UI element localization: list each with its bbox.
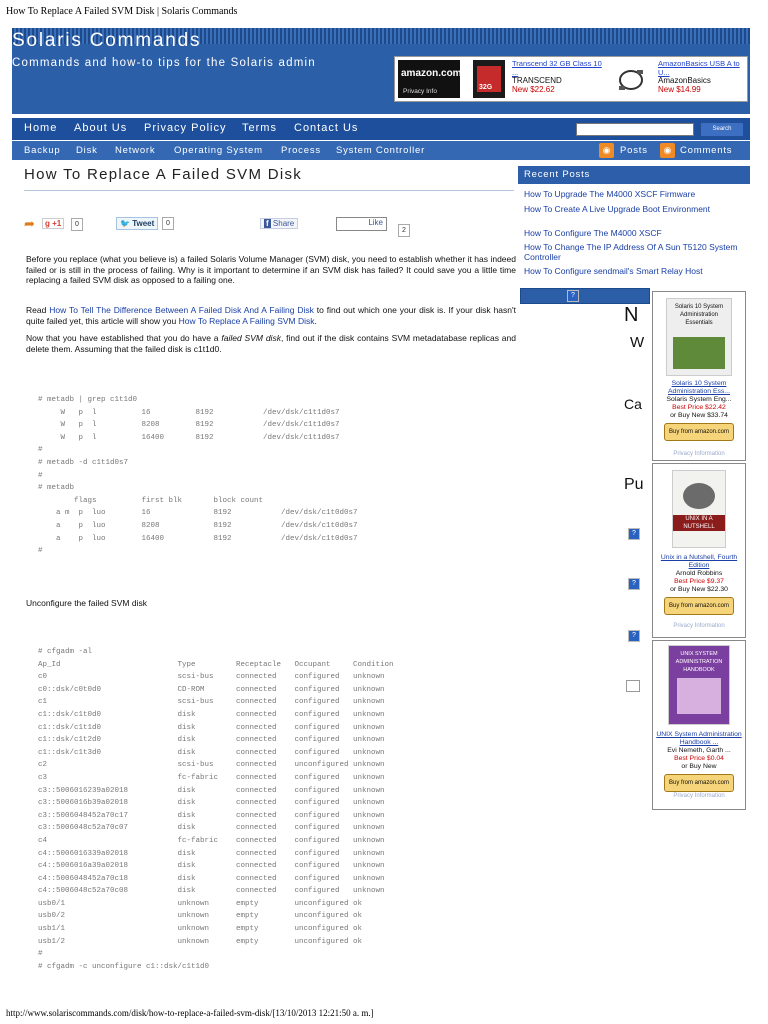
buy-from-amazon-button[interactable]: Buy from amazon.com	[664, 774, 734, 792]
partial-widget-text: Ca	[624, 396, 642, 412]
primary-nav	[12, 118, 750, 140]
recent-post-link[interactable]: How To Change The IP Address Of A Sun T5120 System Controller	[524, 242, 738, 262]
read-end: .	[314, 315, 317, 326]
cover-title: UNIX SYSTEM ADMINISTRATION HANDBOOK	[675, 651, 723, 673]
tweet-count: 0	[162, 217, 174, 230]
recent-post-link[interactable]: How To Configure sendmail's Smart Relay Host	[524, 266, 703, 276]
ad-product-link-2[interactable]: AmazonBasics USB A to U...	[658, 59, 740, 77]
recent-post-link[interactable]: How To Upgrade The M4000 XSCF Firmware	[524, 189, 696, 199]
book-title-link[interactable]: Solaris 10 System Administration Ess...	[668, 380, 730, 395]
book-ad-solaris[interactable]	[652, 291, 746, 461]
book-author: Solaris System Eng...	[666, 396, 732, 403]
metadb-emphasis: failed SVM disk	[221, 333, 281, 343]
book-new-price: or Buy New $33.74	[670, 412, 728, 419]
cover-title: Solaris 10 System Administration Essentials	[674, 304, 724, 326]
feed-comments-link[interactable]: Comments	[680, 145, 733, 156]
book-title-link[interactable]: UNIX System Administration Handbook ...	[656, 731, 742, 746]
search-input[interactable]	[576, 123, 694, 136]
nav-privacy-policy[interactable]: Privacy Policy	[144, 122, 227, 134]
partial-widget-text: N	[624, 304, 639, 326]
ad-product-price-2: New $14.99	[658, 85, 701, 94]
book-best-price[interactable]: Best Price $22.42	[672, 404, 726, 411]
nav-about-us[interactable]: About Us	[74, 122, 128, 134]
cat-process[interactable]: Process	[281, 145, 321, 156]
book-best-price[interactable]: Best Price $9.37	[674, 578, 724, 585]
search-button[interactable]: Search	[700, 122, 744, 137]
read-prefix: Read	[26, 305, 50, 315]
rss-posts-icon[interactable]: ◉	[599, 143, 614, 158]
buy-from-amazon-button[interactable]: Buy from amazon.com	[664, 423, 734, 441]
buy-from-amazon-button[interactable]: Buy from amazon.com	[664, 597, 734, 615]
facebook-share-button[interactable]	[260, 218, 298, 229]
cat-operating-system[interactable]: Operating System	[174, 145, 263, 156]
ad-product-brand-1: TRANSCEND	[512, 76, 562, 85]
site-tagline: Commands and how-to tips for the Solaris admin	[12, 57, 316, 69]
metadb-paragraph	[26, 333, 516, 354]
read-middle: to find out which one your disk is. If your disk hasn't quite failed yet, this article will show you	[26, 305, 516, 326]
privacy-information-link[interactable]: Privacy Information	[673, 623, 725, 629]
book-cover-unix-nutshell[interactable]	[672, 470, 726, 548]
feed-posts-link[interactable]: Posts	[620, 145, 648, 156]
widget-bar	[520, 288, 650, 304]
missing-image-icon: ?	[628, 630, 640, 642]
privacy-information-link[interactable]: Privacy Information	[673, 451, 725, 457]
cover-title: UNIX IN A NUTSHELL	[673, 515, 725, 531]
metadb-prefix: Now that you have established that you do have a	[26, 333, 222, 343]
ad-product-link-1[interactable]: Transcend 32 GB Class 10 ...	[512, 59, 602, 77]
book-cover-solaris[interactable]	[666, 298, 732, 376]
missing-image-icon: ?	[567, 290, 579, 302]
ad-privacy-info[interactable]: Privacy Info	[403, 88, 437, 95]
recent-posts-title: Recent Posts	[524, 169, 591, 180]
gplus-button[interactable]: g +1	[42, 218, 64, 229]
rss-comments-icon[interactable]: ◉	[660, 143, 675, 158]
read-paragraph	[26, 305, 516, 326]
ad-product-brand-2: AmazonBasics	[658, 76, 711, 85]
book-author: Evi Nemeth, Garth ...	[667, 747, 731, 754]
missing-image-icon: ?	[628, 528, 640, 540]
print-page-title: How To Replace A Failed SVM Disk | Solaris Commands	[6, 6, 238, 17]
recent-posts-header	[518, 166, 750, 184]
amazon-logo[interactable]	[398, 60, 460, 98]
facebook-like-button[interactable]	[336, 217, 387, 231]
empty-checkbox[interactable]	[626, 680, 640, 692]
like-count: 2	[398, 224, 410, 237]
book-ad-unix-nutshell[interactable]	[652, 463, 746, 638]
metadb-code-block: # metadb | grep c1t1d0 W p l 16 8192 /dev/dsk/c1t1d0s7 W p l 8208 8192 /dev/dsk/c1t1d0s7 W p l 16400 8192 /dev/dsk/c1t1d0s7 # # metadb -d c1t1d0s7 # # metadb flags first blk block count a m p luo 16 8192 /dev/dsk/c1t0d0s7 a p luo 8208 8192 /dev/dsk/c1t0d0s7 a p luo 16400 8192 /dev/dsk/c1t0d0s7 #	[38, 396, 358, 556]
nav-contact-us[interactable]: Contact Us	[294, 122, 359, 134]
intro-paragraph: Before you replace (what you believe is) a failed Solaris Volume Manager (SVM) disk, you need to establish whether it has indeed failed or is still in the process of failing. Why is it important to determine if an SVM disk has failed? It could save you a little time replacing a failed SVM disk as opposed to a failing one.	[26, 254, 516, 285]
cfgadm-code-block: # cfgadm -al Ap_Id Type Receptacle Occupant Condition c0 scsi-bus connected configured unknown c0::dsk/c0t0d0 CD-ROM connected configured unknown c1 scsi-bus connected configured unknown c1::dsk/c1t0d0 disk connected configured unknown c1::dsk/c1t1d0 disk connected configured unknown c1::dsk/c1t2d0 disk connected configured unknown c1::dsk/c1t3d0 disk connected configured unknown c2 scsi-bus connected unconfigured unknown c3 fc-fabric connected configured unknown c3::5006016239a02018 disk connected configured unknown c3::5006016b39a02018 disk connected configured unknown c3::5006048452a70c17 disk connected configured unknown c3::5006048c52a70c07 disk connected configured unknown c4 fc-fabric connected configured unknown c4::5006016339a02018 disk connected configured unknown c4::5006016a39a02018 disk connected configured unknown c4::5006048452a70c18 disk connected configured unknown c4::5006048c52a70c08 disk connected configured unknown usb0/1 unknown empty unconfigured ok usb0/2 unknown empty unconfigured ok usb1/1 unknown empty unconfigured ok usb1/2 unknown empty unconfigured ok # # cfgadm -c unconfigure c1::dsk/c1t1d0	[38, 648, 394, 971]
ad-product-price-1: New $22.62	[512, 85, 555, 94]
facebook-icon: f	[266, 219, 269, 228]
nav-home[interactable]: Home	[24, 122, 58, 134]
share-arrow-icon[interactable]: ➦	[24, 216, 35, 231]
partial-widget-text: W	[630, 334, 645, 351]
privacy-information-link[interactable]: Privacy Information	[673, 793, 725, 799]
amazon-logo-text: amazon.com	[401, 68, 462, 79]
tweet-button[interactable]: 🐦 Tweet	[116, 217, 158, 230]
title-divider	[24, 190, 514, 191]
fb-share-label: Share	[272, 219, 295, 228]
partial-widget-text: Pu	[624, 476, 644, 493]
unconfigure-heading: Unconfigure the failed SVM disk	[26, 598, 147, 608]
cat-network[interactable]: Network	[115, 145, 156, 156]
book-new-price: or Buy New $22.30	[670, 586, 728, 593]
metadb-suffix: , find out if the disk contains SVM metadatabase replicas and delete them. Assuming that the failed disk is c1t1d0.	[26, 333, 516, 354]
post-title: How To Replace A Failed SVM Disk	[24, 166, 303, 183]
cat-disk[interactable]: Disk	[76, 145, 98, 156]
book-best-price[interactable]: Best Price $0.04	[674, 755, 724, 762]
book-new-price: or Buy New	[681, 763, 717, 770]
link-replace-failing-disk[interactable]: How To Replace A Failing SVM Disk	[178, 315, 315, 326]
cat-backup[interactable]: Backup	[24, 145, 61, 156]
usb-cable-image[interactable]	[615, 60, 647, 98]
recent-post-link[interactable]: How To Create A Live Upgrade Boot Environment	[524, 204, 711, 214]
like-label: Like	[368, 218, 383, 227]
nav-terms[interactable]: Terms	[242, 122, 277, 134]
category-nav	[12, 141, 750, 160]
gplus-count: 0	[71, 218, 83, 231]
cat-system-controller[interactable]: System Controller	[336, 145, 426, 156]
share-bar	[24, 214, 424, 236]
site-title[interactable]: Solaris Commands	[12, 30, 202, 51]
sd-card-image[interactable]: 32G	[473, 60, 505, 98]
book-ad-unix-sysadmin[interactable]	[652, 640, 746, 810]
book-title-link[interactable]: Unix in a Nutshell, Fourth Edition	[660, 554, 738, 569]
book-cover-unix-sysadmin[interactable]	[668, 645, 730, 725]
recent-post-link[interactable]: How To Configure The M4000 XSCF	[524, 228, 662, 238]
missing-image-icon: ?	[628, 578, 640, 590]
tweet-label: Tweet	[132, 219, 155, 228]
print-footer-url: http://www.solariscommands.com/disk/how-to-replace-a-failed-svm-disk/[13/10/2013 12:21:50 a. m.]	[6, 1008, 374, 1018]
gplus-label: +1	[52, 219, 62, 228]
link-failed-vs-failing[interactable]: How To Tell The Difference Between A Failed Disk And A Failing Disk	[49, 305, 314, 315]
header-amazon-ad[interactable]	[394, 56, 748, 102]
book-author: Arnold Robbins	[675, 570, 723, 577]
